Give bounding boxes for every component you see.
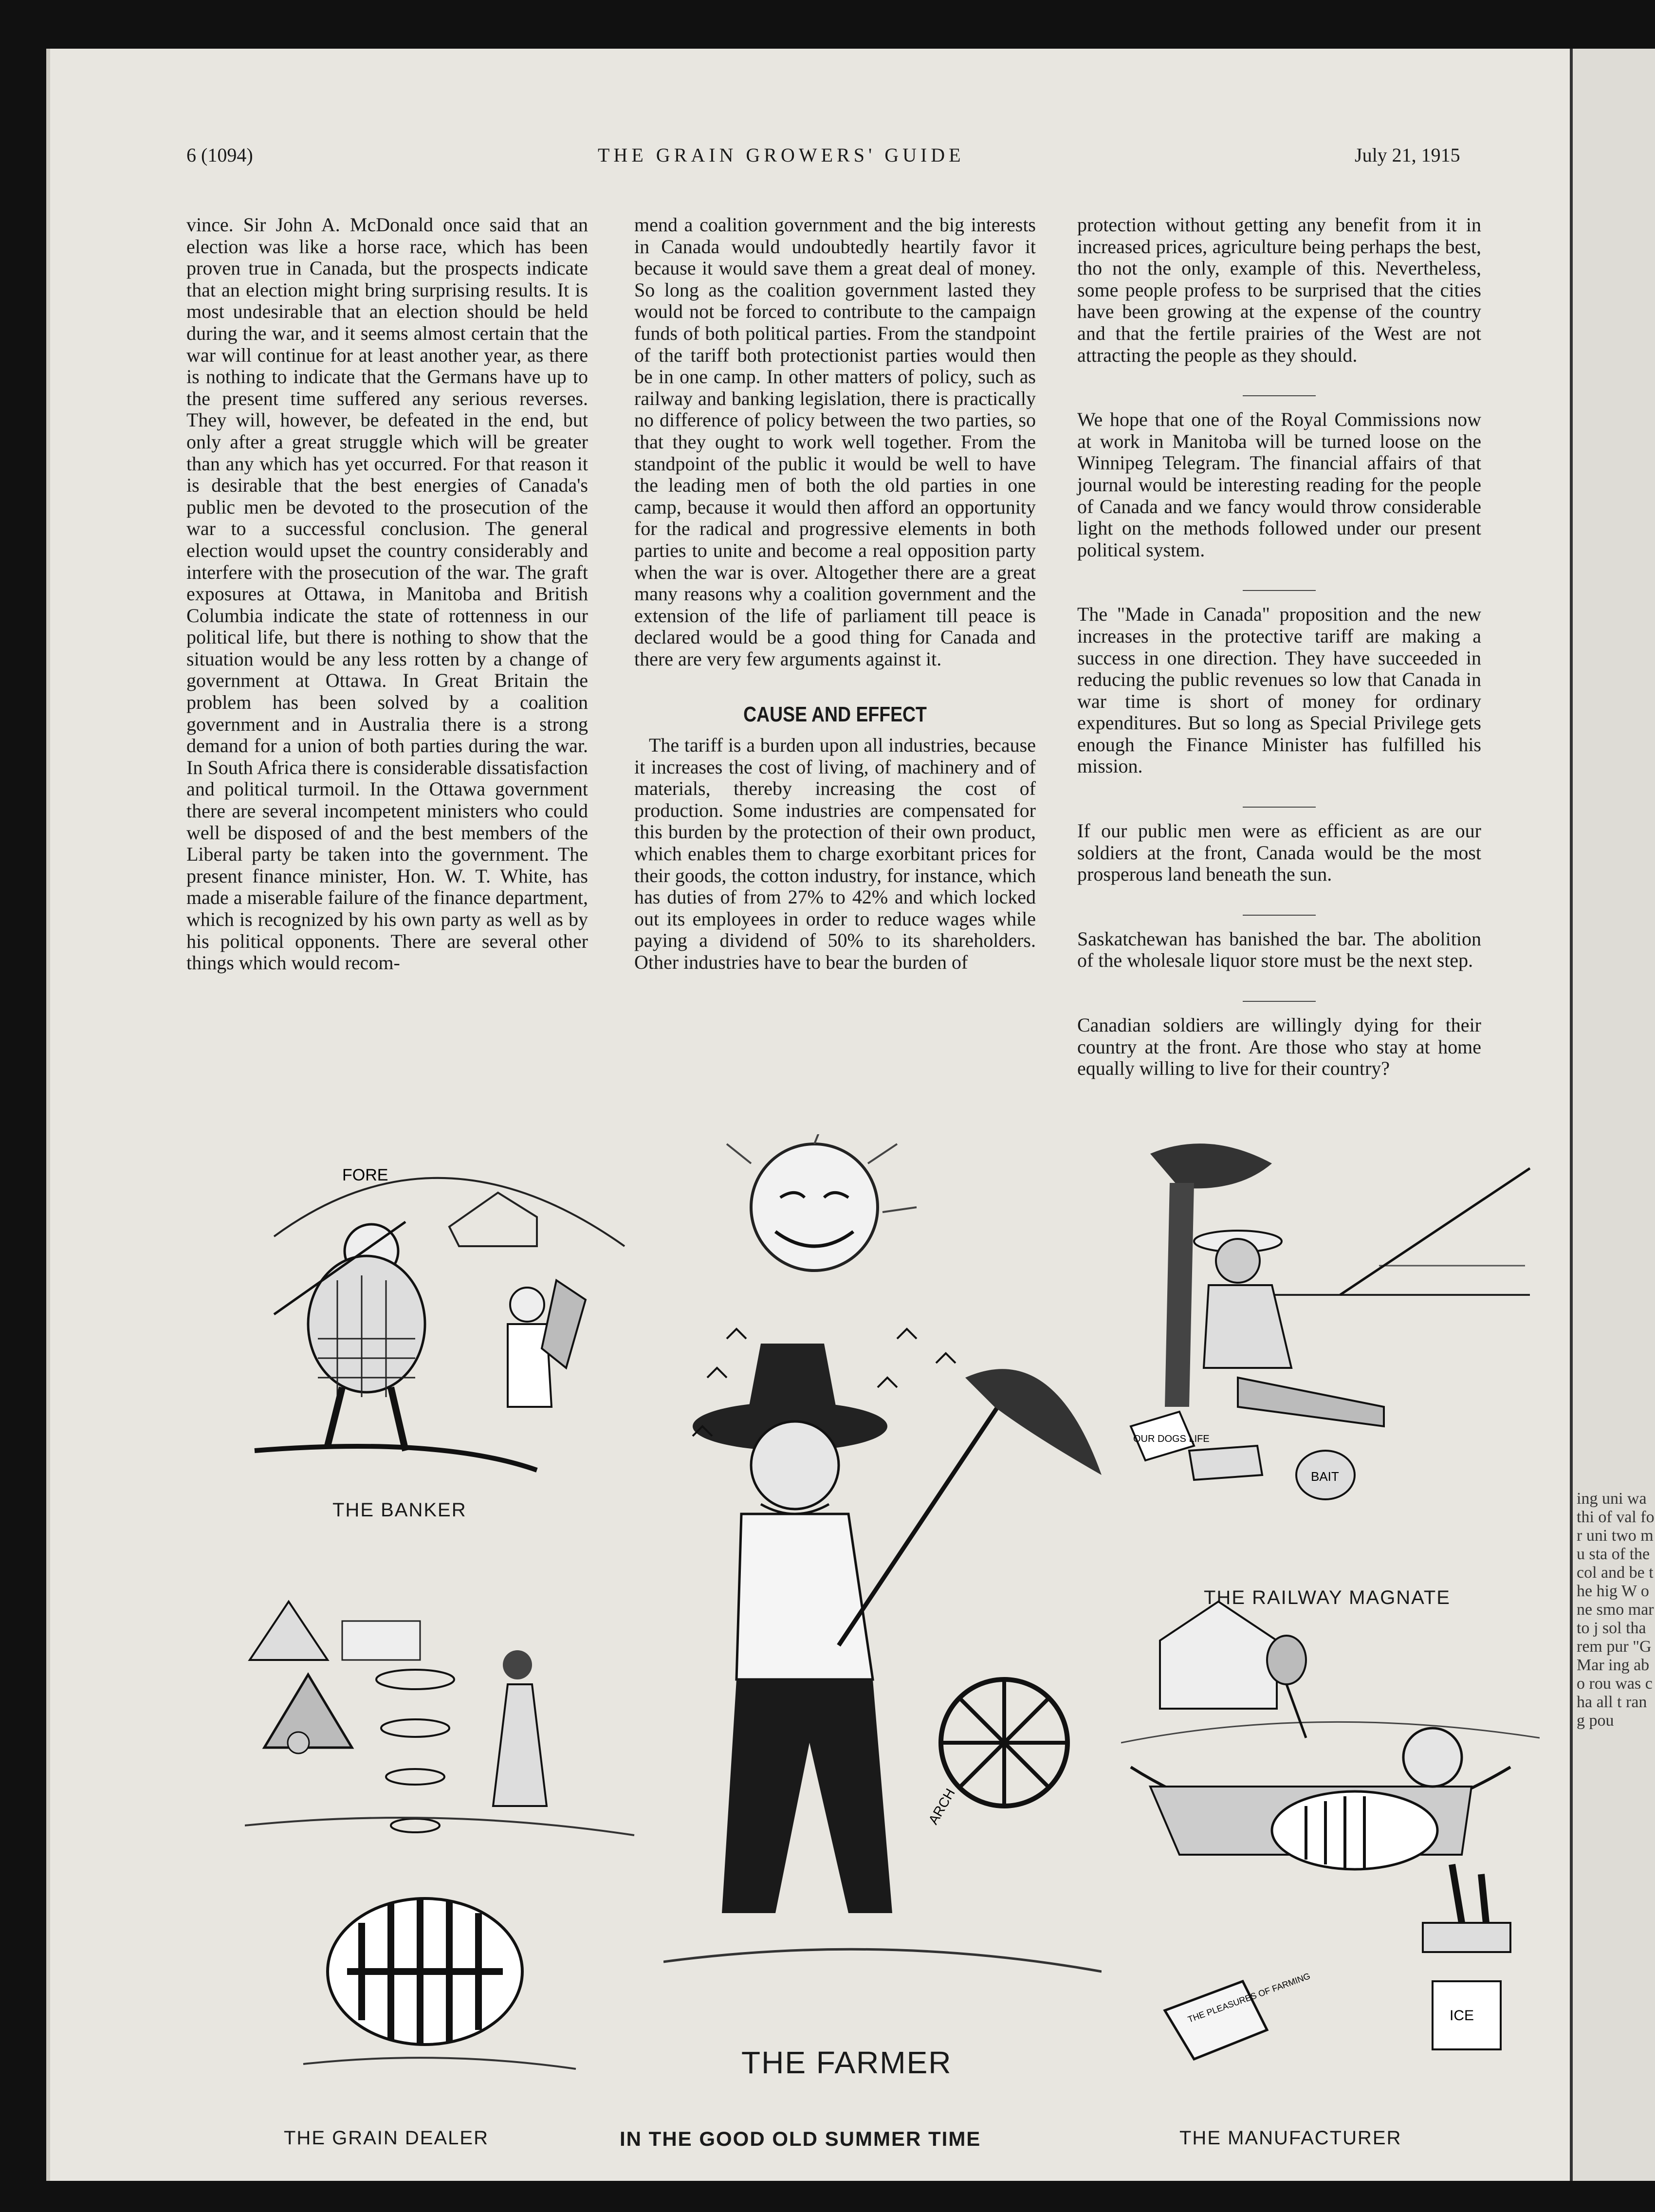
banker-panel: [245, 1134, 644, 1490]
editorial-note: We hope that one of the Royal Commissions now at work in Manitoba will be turned loose on the Winnipeg Telegram. The financial affairs of that journal would be interesting reading for the people of Canada and we fancy would throw considerable light on the methods followed under our present political system.: [1077, 395, 1481, 561]
manufacturer-illustration: [1121, 1582, 1540, 2108]
ice-label: ICE: [1450, 2008, 1474, 2024]
page-number: 6 (1094): [186, 144, 253, 166]
artist-signature: ARCH: [925, 1786, 958, 1827]
farmer-panel: [663, 1134, 1102, 2069]
editorial-paragraph: protection without getting any benefit from it in increased prices, agriculture being perhaps the best, tho not the only, example of this. Nevertheless, some people profess to be surprised that the cities have been growing at the expense of the country and that the fertile prairies of the West are not attracting the people as they should.: [1077, 214, 1481, 366]
editorial-note: If our public men were as efficient as are our soldiers at the front, Canada would be the most prosperous land beneath the sun.: [1077, 807, 1481, 885]
editorial-note: Saskatchewan has banished the bar. The abolition of the wholesale liquor store must be the next step.: [1077, 915, 1481, 972]
manufacturer-panel: [1121, 1582, 1540, 2108]
editorial-paragraph: vince. Sir John A. McDonald once said that an election was like a horse race, which has been proven true in Canada, but the prospects indicate that an election might bring surprising results. It is most undesirable that an election should be held during the war, and it seems almost certain that the war will continue for at least another year, as there is nothing to indicate that the Germans have up to the present time suffered any serious reverses. They will, however, be defeated in the end, but only after a great struggle which will be greater than any which has yet occurred. For that reason it is desirable that the best energies of Canada's public men be devoted to the prosecution of the war to a successful conclusion. The general election would upset the country considerably and interfere with the prosecution of the war. The graft exposures at Ottawa, in Manitoba and British Columbia indicate the state of rottenness in our political life, but there is nothing to show that the situation would be any less rotten by a change of government at Ottawa. In Great Britain the problem has been solved by a coalition government and in Australia there is a strong demand for a union of both parties during the war. In South Africa there is considerable dissatisfaction and political turmoil. In the Ottawa government there are several incompetent ministers who could well be disposed of and the best members of the Liberal party be taken into the government. The present finance minister, Hon. W. T. White, has made a miserable failure of the finance department, which is recognized by his own party as well as by his political opponents. There are several other things which would recom-: [186, 214, 588, 974]
middle-column: [634, 214, 1036, 974]
cartoon-title: IN THE GOOD OLD SUMMER TIME: [620, 2127, 981, 2150]
railway-magnate-illustration: [1111, 1134, 1540, 1504]
masthead: THE GRAIN GROWERS' GUIDE: [598, 144, 965, 166]
editorial-paragraph: mend a coalition government and the big interests in Canada would undoubtedly heartily favor it because it would save them a great deal of money. So long as the coalition government lasted they would not be forced to contribute to the campaign funds of both political parties. From the standpoint of the tariff both protectionist parties would then be in one camp. In other matters of policy, such as railway and banking legislation, there is practically no difference of policy between the two parties, so that they ought to work well together. From the standpoint of the public it would be well to have the leading men of both the old parties in one camp, because it would then afford an opportunity for the radical and progressive elements in both parties to unite and become a real opposition party when the war is over. Altogether there are a great many reasons why a coalition government and the extension of the life of parliament till peace is declared would be a good thing for Canada and there are very few arguments against it.: [634, 214, 1036, 670]
editorial-cartoon: [245, 1134, 1540, 2157]
banker-illustration: [245, 1134, 644, 1490]
editorial-note: Canadian soldiers are willingly dying for their country at the front. Are those who stay at home equally willing to live for their country?: [1077, 1001, 1481, 1080]
railway-magnate-panel: [1111, 1134, 1540, 1504]
editorial-paragraph: The tariff is a burden upon all industries, because it increases the cost of living, of machinery and of materials, thereby increasing the cost of production. Some industries are compensated for this burden by the protection of their own product, which enables them to charge exorbitant prices for their goods, the cotton industry, for instance, which has duties of from 27% to 42% and which locked out its employees in order to reduce wages while paying a dividend of 50% to its shareholders. Other industries have to bear the burden of: [634, 734, 1036, 973]
farmer-illustration: [663, 1134, 1102, 2069]
farmer-caption: THE FARMER: [741, 2045, 952, 2080]
manufacturer-caption: THE MANUFACTURER: [1179, 2127, 1402, 2149]
section-heading: CAUSE AND EFFECT: [743, 702, 927, 727]
grain-dealer-panel: [245, 1553, 644, 2108]
adjacent-page-edge: [1570, 49, 1655, 2181]
issue-date: July 21, 1915: [1355, 144, 1460, 166]
railway-magnate-caption: THE RAILWAY MAGNATE: [1204, 1587, 1451, 1608]
grain-dealer-caption: THE GRAIN DEALER: [284, 2127, 489, 2149]
newspaper-page: [46, 49, 1574, 2181]
adjacent-page-text: ing uni wa thi of val for uni two mu sta of the col and be the hig W one smo mar to j sol tha rem pur "G Mar ing abo rou was cha all t rang pou: [1577, 1490, 1655, 1730]
editorial-note: The "Made in Canada" proposition and the new increases in the protective tariff are making a success in one direction. They have succeeded in reducing the public revenues so low that Canada in war time is short of money for ordinary expenditures. But so long as Special Privilege gets enough the Finance Minister has fulfilled his mission.: [1077, 590, 1481, 777]
farming-book-title: THE PLEASURES OF FARMING: [1186, 1971, 1312, 2025]
left-column: [186, 214, 588, 974]
banker-caption: THE BANKER: [332, 1499, 467, 1521]
right-column: [1077, 214, 1481, 1080]
fore-text: FORE: [342, 1166, 388, 1184]
book-label: OUR DOGS LIFE: [1133, 1434, 1210, 1444]
bait-label: BAIT: [1311, 1469, 1339, 1484]
grain-dealer-illustration: [245, 1553, 644, 2108]
